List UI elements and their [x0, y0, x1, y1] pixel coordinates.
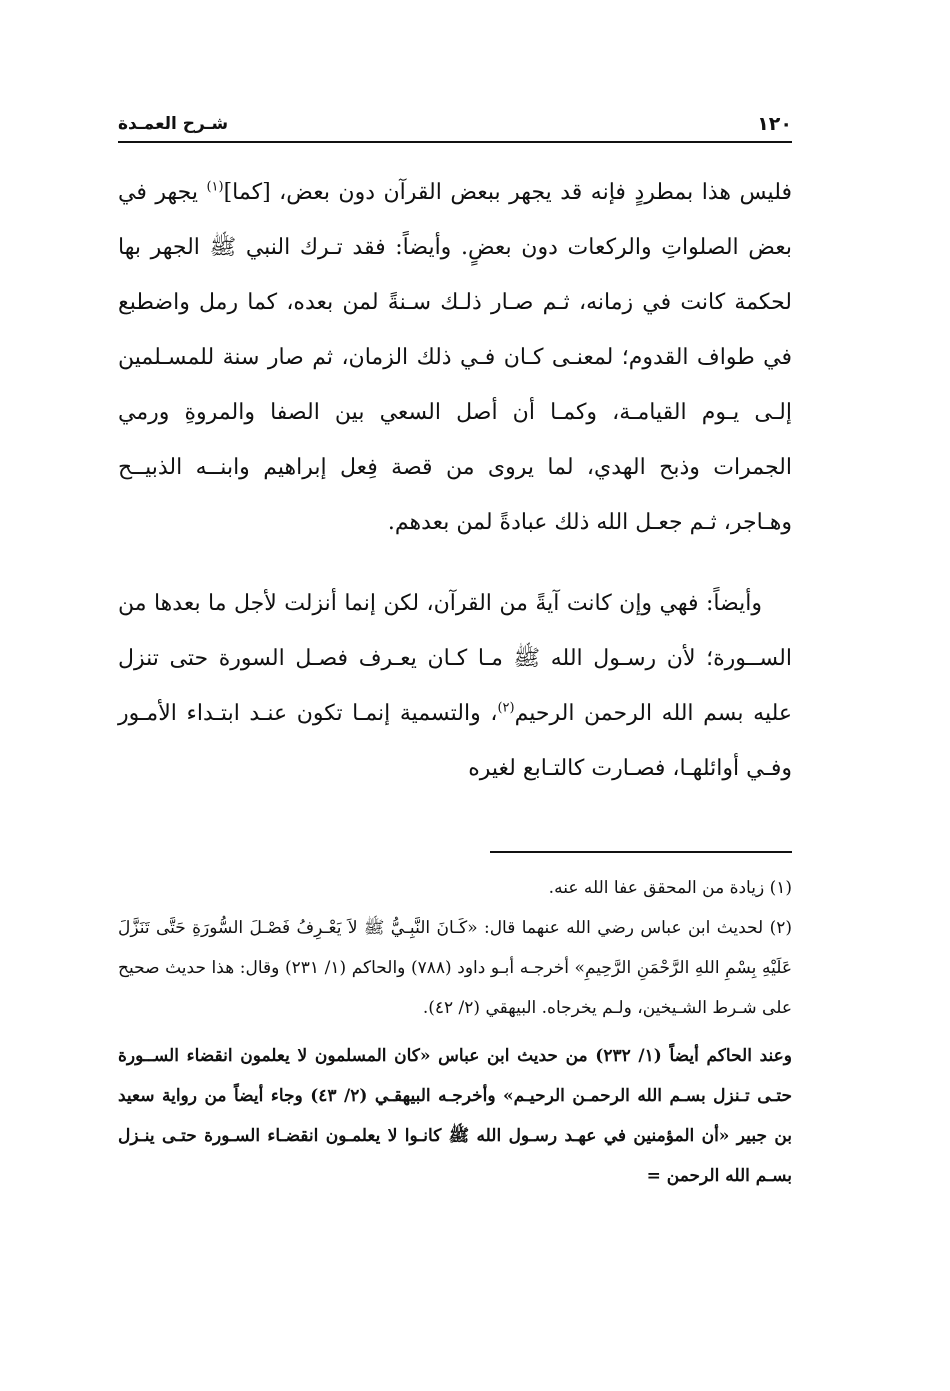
paragraph-1-rest: يجهر في بعض الصلواتِ والركعات دون بعضٍ. وأيضاً: فقد تـرك النبي ﷺ الجهر بها لحكمة كانت في زمانه، ثـم صـار ذلـك سـنةً لمن بعده، كما رمل واضطبع في طواف القدوم؛ لمعنـى كـان فـي ذلك الزمان، ثم صار سنة للمسـلمين إلـى يـوم القيامـة، وكمـا أن أصل السعي بين الصفا والمروةِ ورمي الجمرات وذبح الهدي، لما يروى من قصة فِعل إبراهيم وابنــه الذبيــح وهـاجر، ثـم جعـل الله ذلك عبادةً لمن بعدهم. [118, 180, 793, 535]
footnote-divider [490, 851, 792, 853]
footnote-1: (١) زيادة من المحقق عفا الله عنه. [548, 878, 792, 898]
running-header [118, 108, 792, 140]
footnote-ref-1[interactable]: (١) [206, 179, 224, 195]
main-text [118, 165, 792, 796]
footnotes [118, 868, 792, 1196]
paragraph-1 [118, 165, 792, 550]
paragraph-2-rest: ، والتسمية إنمـا تكون عنـد ابتـداء الأمـور وفـي أوائلهـا، فصـارت كالتـابع لغيره [118, 701, 792, 781]
paragraph-2-start: وأيضاً: فهي وإن كانت آيةً من القرآن، لكن إنما أنزلت لأجل ما بعدها من الســورة؛ لأن رسـول الله ﷺ مـا كـان يعـرف فصـل السورة حتى تنزل عليه بسم الله الرحمن الرحيم [118, 591, 792, 726]
header-divider [118, 141, 792, 143]
paragraph-2 [118, 576, 792, 796]
footnote-2: (٢) لحديث ابن عباس رضي الله عنهما قال: «كَـانَ النَّبِـيُّ ﷺ لاَ يَعْـرِفُ فَصْـلَ السُّورَةِ حَتَّى تَنَزَّلَ عَلَيْهِ بِسْمِ اللهِ الرَّحْمَنِ الرَّحِيمِ» أخرجـه أبـو داود (٧٨٨) والحاكم (١/ ٢٣١) وقال: هذا حديث صحيح على شـرط الشـيخين، ولـم يخرجاه. البيهقي (٢/ ٤٢). [118, 918, 792, 1018]
footnote-ref-2[interactable]: (٢) [497, 700, 515, 716]
paragraph-1-start: فليس هذا بمطردٍ فإنه قد يجهر ببعض القرآن دون بعض، [كما] [223, 180, 792, 205]
book-title: شـرح العمـدة [118, 114, 229, 134]
page-number: ١٢٠ [757, 113, 792, 135]
footnote-2-continued: وعند الحاكم أيضاً (١/ ٢٣٢) من حديث ابن عباس «كان المسلمون لا يعلمون انقضاء الســورة حتـى تـنزل بسـم الله الرحمـن الرحيـم» وأخرجـه البيهقـي (٢/ ٤٣) وجاء أيضاً من رواية سعيد بن جبير «أن المؤمنين في عهـد رسـول الله ﷺ كانـوا لا يعلمـون انقضـاء السـورة حتـى ينـزل بسـم الله الرحمن = [118, 1046, 792, 1186]
